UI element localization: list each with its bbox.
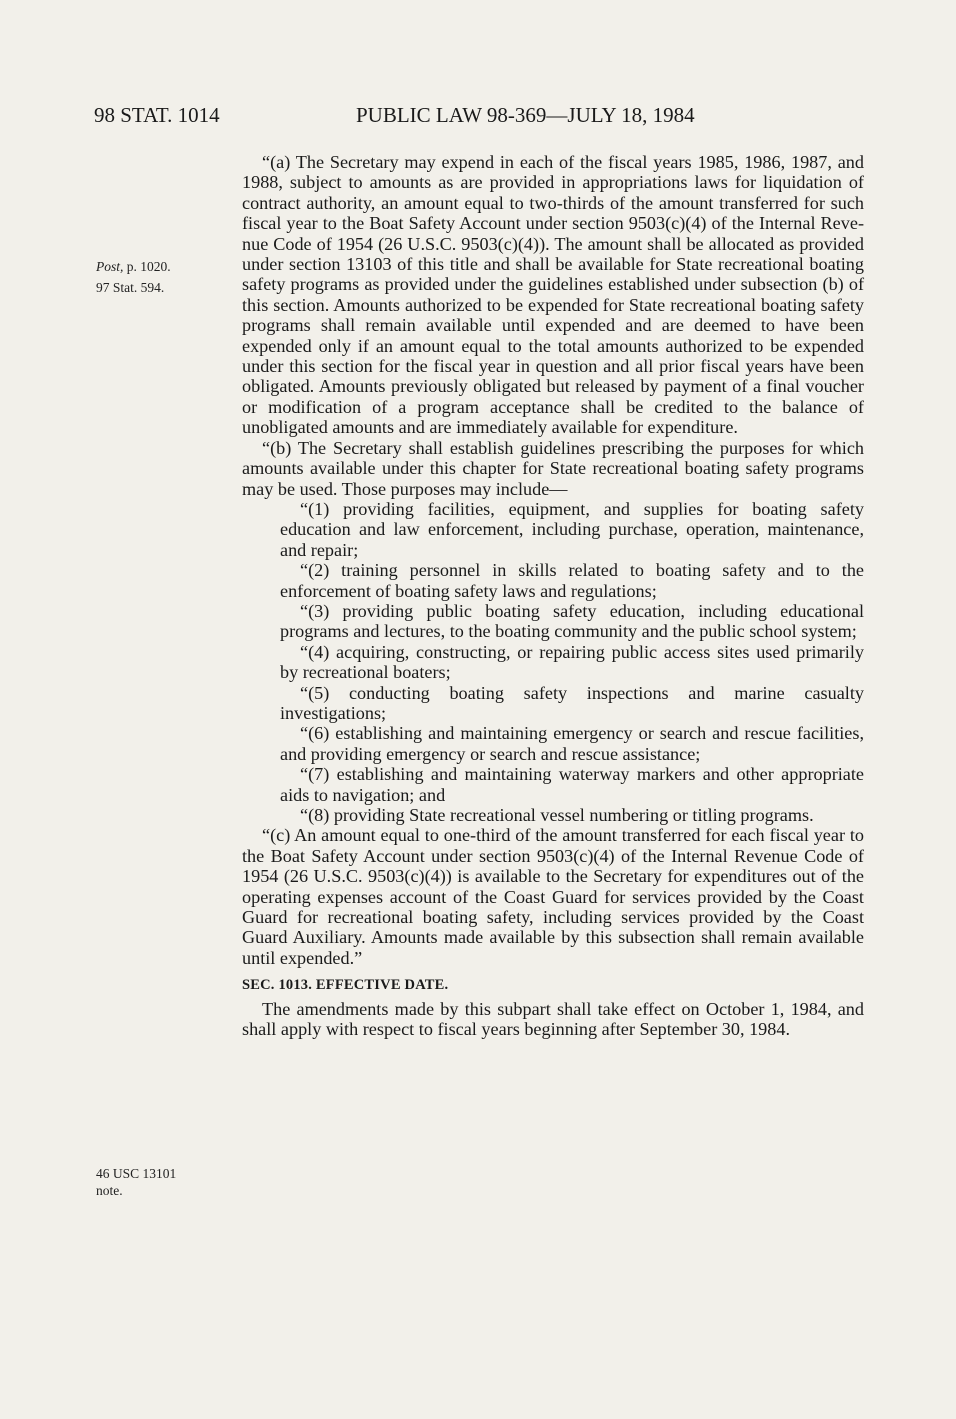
margin-note-post-label: Post, (96, 259, 124, 274)
list-item: “(6) establishing and maintaining emergency or search and rescue facilities, and providing emergency or search and rescue assistance; (280, 723, 864, 764)
paragraph-effective-date: The amendments made by this subpart shall take effect on October 1, 1984, and shall apply with respect to fiscal years beginning after September 30, 1984. (242, 998, 864, 1040)
margin-note-post-page: p. 1020. (126, 259, 171, 274)
paragraph-b: “(b) The Secretary shall establish guidelines prescribing the purposes for which amounts available under this chapter for State recreational boating safety programs may be used. Those purposes may include— (242, 437, 864, 499)
list-item: “(8) providing State recreational vessel numbering or titling programs. (300, 805, 814, 825)
public-law-title: PUBLIC LAW 98-369—JULY 18, 1984 (356, 103, 695, 127)
list-item: “(7) establishing and maintaining waterway markers and other appropriate aids to navigation; and (280, 764, 864, 805)
paragraph-a: “(a) The Secretary may expend in each of the fiscal years 1985, 1986, 1987, and 1988, subject to amounts as are provided in appropriations laws for liquidation of contract authority, an amount equal to two-thirds of the amount transferred for such fiscal year to the Boat Safety Account under section 9503(c)(4) of the Internal Revenue Code of 1954 (26 U.S.C. 9503(c)(4)). The amount shall be allocated as provided under section 13103 of this title and shall be available for State recreational boating safety programs as provided under the guidelines established under subsection (b) of this section. Amounts authorized to be expended for State recreational boating safety programs shall remain available until expended and are deemed to have been expended only if an amount equal to the total amounts authorized to be expended under this section for the fiscal year in question and all prior fiscal years have been obligated. Amounts previously obligated but released by payment of a final voucher or modification of a program acceptance shall be credited to the balance of unobligated amounts and are immediately available for expenditure. (242, 152, 864, 438)
section-heading: SEC. 1013. EFFECTIVE DATE. (242, 977, 449, 994)
statute-citation: 98 STAT. 1014 (94, 103, 220, 127)
margin-note-usc: 46 USC 13101 (96, 1166, 177, 1181)
document-body (242, 152, 864, 1039)
list-item: “(3) providing public boating safety education, including educational programs and lectures, to the boating community and the public school system; (280, 600, 864, 642)
margin-note-post (96, 258, 171, 275)
list-item: “(1) providing facilities, equipment, and supplies for boating safety education and law enforcement, including purchase, operation, maintenance, and repair; (280, 498, 864, 560)
list-item: “(4) acquiring, constructing, or repairing public access sites used primarily by recreational boaters; (280, 641, 864, 683)
list-item: “(5) conducting boating safety inspections and marine casualty investigations; (280, 682, 864, 723)
margin-note-note: note. (96, 1183, 123, 1198)
paragraph-c: “(c) An amount equal to one-third of the amount transferred for each fiscal year to the Boat Safety Account under section 9503(c)(4) of the Internal Revenue Code of 1954 (26 U.S.C. 9503(c)(4)) is available to the Secretary for expenditures out of the operating expenses account of the Coast Guard for services provided by the Coast Guard for recreational boating safety, including services provided by the Coast Guard Auxiliary. Amounts made available by this subsection shall remain available until expended.” (242, 825, 864, 968)
margin-note-stat: 97 Stat. 594. (96, 280, 165, 295)
list-item: “(2) training personnel in skills related to boating safety and to the enforcement of boating safety laws and regulations; (280, 560, 864, 601)
